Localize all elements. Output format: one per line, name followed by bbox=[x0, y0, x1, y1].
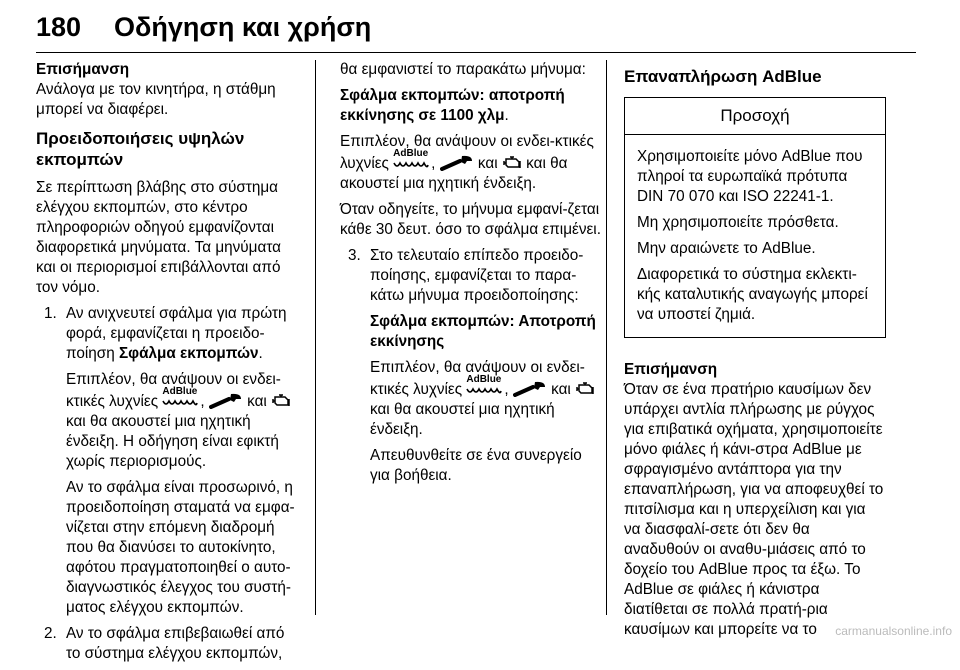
column-3 bbox=[624, 60, 886, 646]
wrench-icon bbox=[513, 381, 547, 397]
caution-paragraph: Μην αραιώνετε το AdBlue. bbox=[637, 240, 816, 257]
item-end: . bbox=[258, 345, 263, 362]
item-text: Αν ανιχνευτεί σφάλμα για πρώτη φορά, εμφανίζεται η προειδο-ποίηση bbox=[66, 305, 287, 362]
text: Επιπλέον, θα ανάψουν οι ενδει-κτικές λυχνίες bbox=[66, 371, 281, 410]
note-title: Επισήμανση bbox=[624, 361, 718, 378]
caution-paragraph: Μη χρησιμοποιείτε πρόσθετα. bbox=[637, 214, 839, 231]
text: , bbox=[431, 155, 440, 172]
engine-check-icon bbox=[575, 381, 595, 397]
column-2 bbox=[340, 60, 602, 492]
list-item-2 bbox=[36, 624, 298, 664]
column-divider-1 bbox=[315, 60, 316, 615]
item3-message: Σφάλμα εκπομπών: Αποτροπή εκκίνησης bbox=[370, 313, 596, 350]
watermark: carmanualsonline.info bbox=[835, 624, 952, 638]
item-text: Στο τελευταίο επίπεδο προειδο-ποίησης, εμφανίζεται το παρα-κάτω μήνυμα προειδοποίησης: bbox=[370, 247, 584, 304]
adblue-label: AdBlue bbox=[162, 386, 198, 397]
adblue-label: AdBlue bbox=[466, 374, 502, 385]
list-number: 2. bbox=[44, 625, 57, 642]
caution-paragraph: Χρησιμοποιείτε μόνο AdBlue που πληροί τα ευρωπαϊκά πρότυπα DIN 70 070 και ISO 22241-1. bbox=[637, 148, 863, 205]
adblue-icon bbox=[162, 386, 200, 408]
page-header bbox=[36, 10, 916, 50]
adblue-icon bbox=[393, 148, 431, 170]
page-number: 180 bbox=[36, 12, 82, 42]
caution-paragraph: Διαφορετικά το σύστημα εκλεκτι-κής καταλυτικής αναγωγής μπορεί να υποστεί ζημιά. bbox=[637, 266, 868, 323]
text: Επιπλέον, θα ανάψουν οι ενδει-κτικές λυχνίες bbox=[370, 359, 585, 398]
text: . bbox=[504, 107, 509, 124]
item-bold: Σφάλμα εκπομπών bbox=[118, 345, 259, 362]
column-divider-2 bbox=[606, 60, 607, 615]
note-text: Ανάλογα με τον κινητήρα, η στάθμη μπορεί να διαφέρει. bbox=[36, 81, 276, 118]
text: , bbox=[200, 393, 209, 410]
text: , bbox=[504, 381, 513, 398]
text: και θα ακουστεί μια ηχητική ένδειξη. Η οδήγηση είναι εφικτή χωρίς περιορισμούς. bbox=[66, 413, 279, 470]
text: και bbox=[473, 155, 502, 172]
list-number: 3. bbox=[348, 247, 361, 264]
section-heading: Προειδοποιήσεις υψηλών εκπομπών bbox=[36, 129, 245, 169]
section-heading: Επαναπλήρωση AdBlue bbox=[624, 67, 822, 86]
item1-paragraph-3: Αν το σφάλμα είναι προσωρινό, η προειδοποίηση σταματά να εμφα-νίζεται στην επόμενη διαδρομή που θα διανύσει το αυτοκίνητο, αφότου πραγματοποιηθεί ο αυτο-διαγνωστικός έλεγχος του συστή-ματος ελέγχου εκπομπών. bbox=[66, 479, 295, 616]
item1-paragraph-2 bbox=[36, 370, 298, 472]
note-title: Επισήμανση bbox=[36, 61, 130, 78]
list-item-3 bbox=[340, 246, 602, 306]
list-number: 1. bbox=[44, 305, 57, 322]
header-rule bbox=[36, 52, 916, 53]
note-text: Όταν σε ένα πρατήριο καυσίμων δεν υπάρχει αντλία πλήρωσης με ρύγχος για επιβατικά οχήματα, χρησιμοποιείτε μόνο φιάλες ή κάνι-στρα AdBlue με σφραγισμένο αντάπτορα για την επαναπλήρωση, για να αποφευχθεί το πιτσίλισμα και η υπερχείλιση και για να διασφαλί-σετε ότι δεν θα αναδυθούν οι αναθυ-μιάσεις από το δοχείο του AdBlue προς τα έξω. Το AdBlue σε φιάλες ή κάνιστρα διατίθεται σε πολλά πρατή-ρια καυσίμων και μπορείτε να το bbox=[624, 381, 884, 638]
text: και θα ακουστεί μια ηχητική ένδειξη. bbox=[370, 401, 555, 438]
wrench-icon bbox=[440, 155, 474, 171]
column-1 bbox=[36, 60, 298, 670]
intro-paragraph: Σε περίπτωση βλάβης στο σύστημα ελέγχου εκπομπών, στο κέντρο πληροφοριών οδηγού εμφανίζονται διαφορετικά μηνύματα. Τα μηνύματα και οι περιορισμοί επιβάλλονται από τον νόμο. bbox=[36, 179, 282, 296]
wrench-icon bbox=[209, 393, 243, 409]
text: και θα ακουστεί μια ηχητική ένδειξη. bbox=[340, 155, 568, 192]
engine-check-icon bbox=[271, 393, 291, 409]
item3-paragraph-2 bbox=[340, 358, 602, 440]
paragraph: θα εμφανιστεί το παρακάτω μήνυμα: bbox=[340, 61, 586, 78]
text: Επιπλέον, θα ανάψουν οι ενδει-κτικές λυχνίες bbox=[340, 133, 594, 172]
message-paragraph bbox=[340, 86, 602, 126]
list-item-1 bbox=[36, 304, 298, 364]
paragraph: Όταν οδηγείτε, το μήνυμα εμφανί-ζεται κάθε 30 δευτ. όσο το σφάλμα επιμένει. bbox=[340, 201, 601, 238]
text: και bbox=[546, 381, 576, 398]
text: και bbox=[242, 393, 272, 410]
paragraph bbox=[340, 132, 602, 194]
caution-box bbox=[624, 97, 886, 338]
chapter-title: Οδήγηση και χρήση bbox=[114, 12, 372, 42]
adblue-icon bbox=[466, 374, 504, 396]
engine-check-icon bbox=[502, 155, 522, 171]
note-block bbox=[624, 360, 886, 640]
caution-body bbox=[625, 135, 885, 337]
message-bold: Σφάλμα εκπομπών: αποτροπή εκκίνησης σε 1100 χλμ bbox=[340, 87, 565, 124]
item-text: Αν το σφάλμα επιβεβαιωθεί από το σύστημα ελέγχου εκπομπών, bbox=[66, 625, 285, 662]
caution-title: Προσοχή bbox=[625, 98, 885, 135]
item3-paragraph-3: Απευθυνθείτε σε ένα συνεργείο για βοήθεια. bbox=[370, 447, 582, 484]
adblue-label: AdBlue bbox=[393, 148, 429, 159]
